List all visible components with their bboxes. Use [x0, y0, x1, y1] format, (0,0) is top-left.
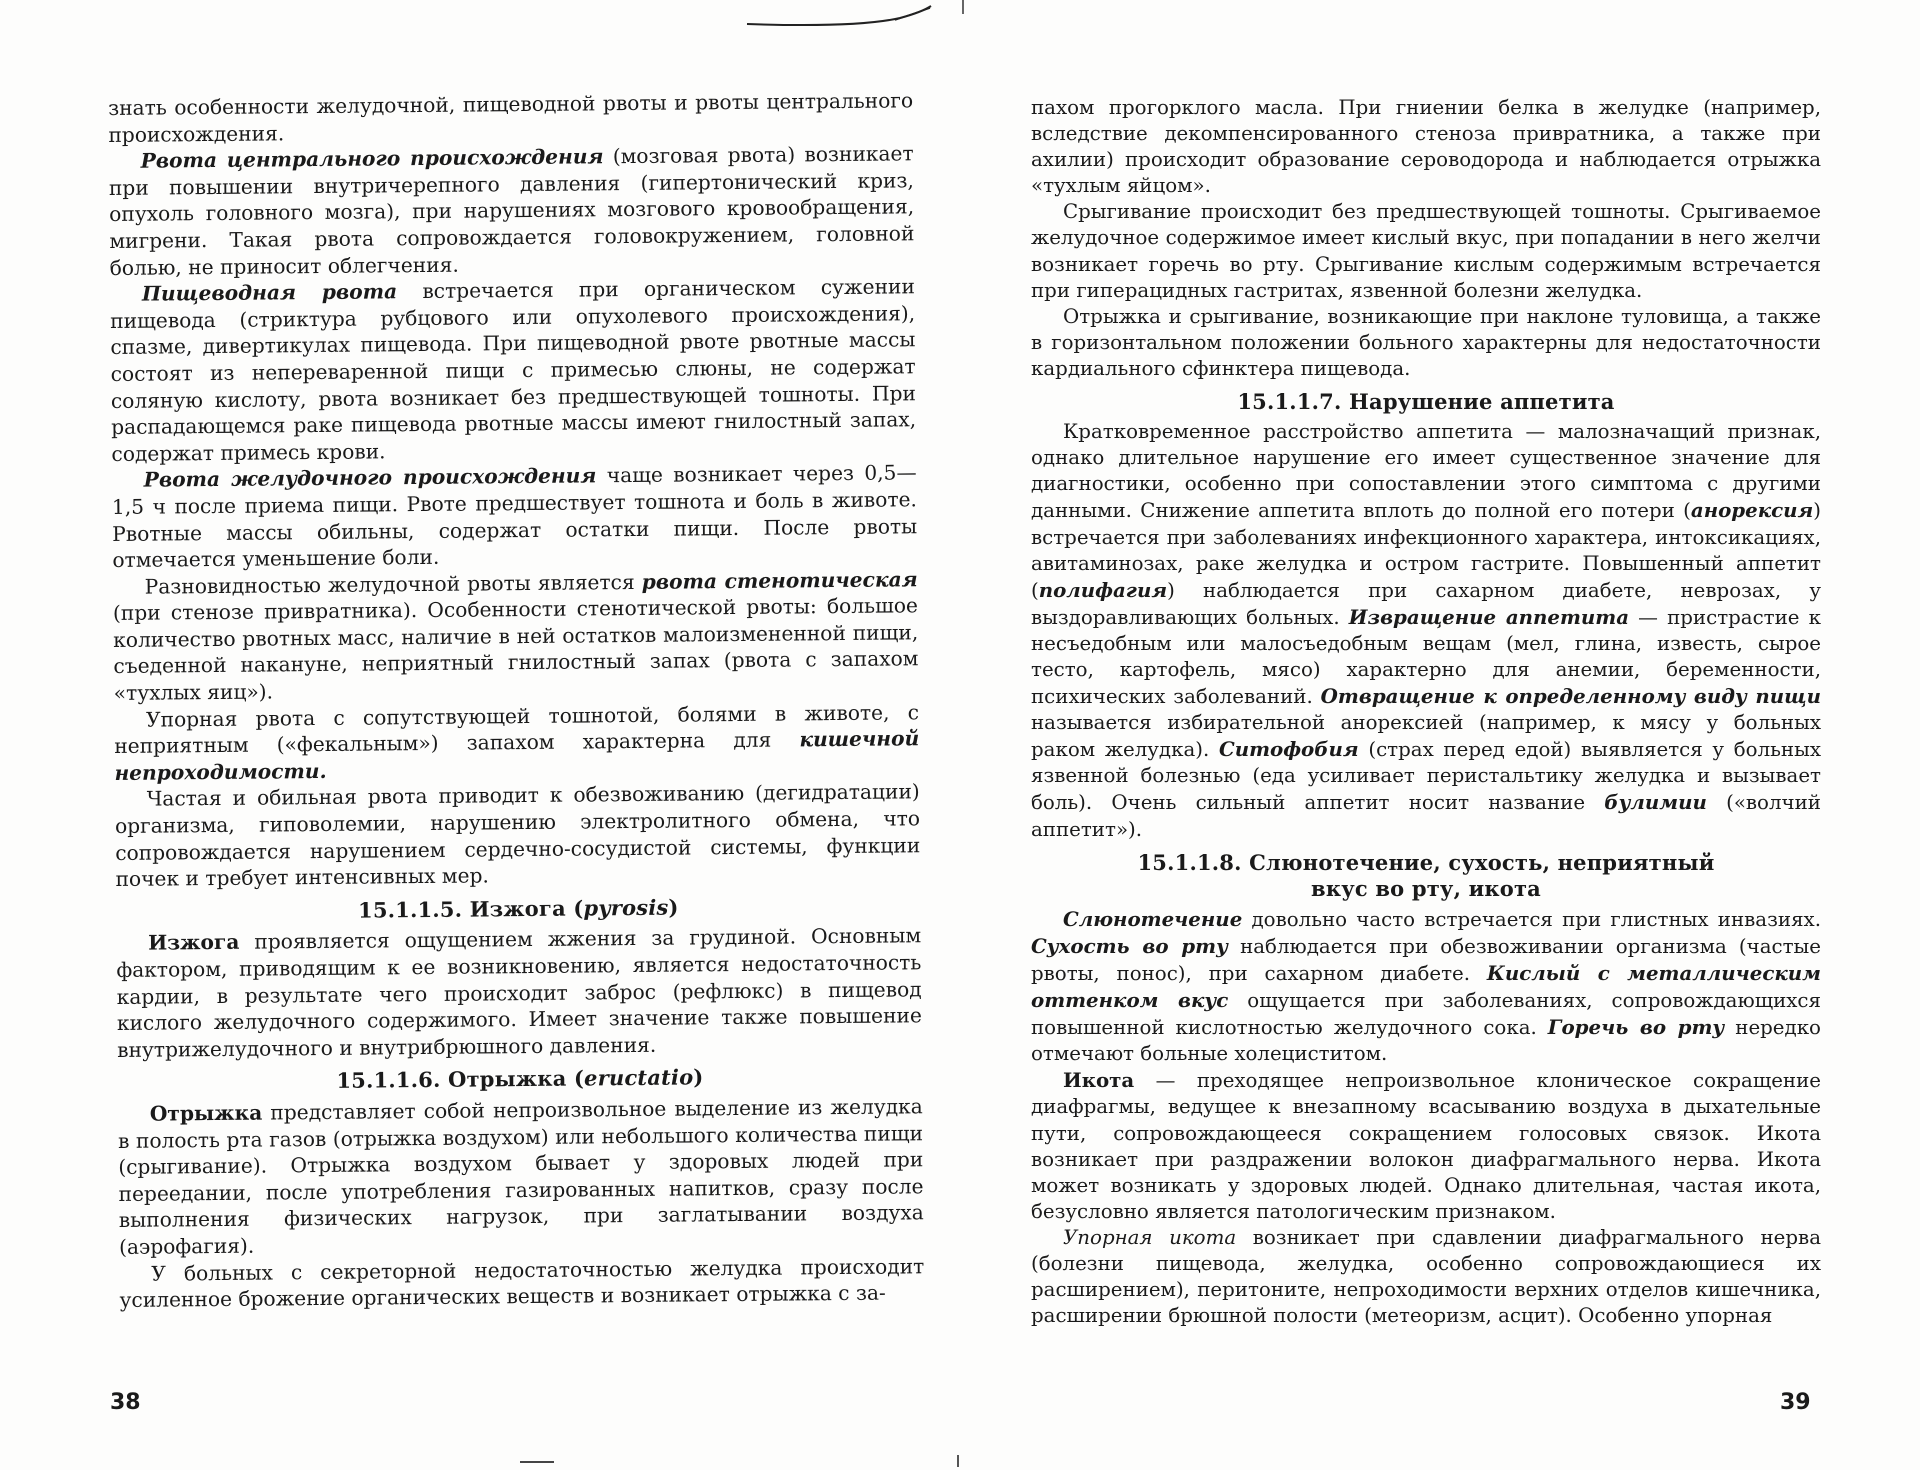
paragraph-text: Упорная рвота с сопутствующей тошнотой, болями в животе, с неприятным («фекальным») запахом характерна для — [114, 699, 920, 759]
term: Слюнотечение — [1063, 906, 1243, 931]
paragraph — [113, 566, 919, 707]
term: Кислый с металлическим оттенком вкус — [1031, 961, 1821, 1013]
right-text-column — [1031, 95, 1821, 1329]
term: Рвота центрального происхождения — [140, 144, 604, 173]
paragraph-text: У больных с секреторной недостаточностью желудка происходит усиленное брожение органических веществ и возникает отрыжка с за- — [119, 1253, 925, 1313]
term: Изжога — [148, 930, 240, 956]
term: Отрыжка — [149, 1100, 263, 1126]
page-number-right: 39 — [1780, 1390, 1811, 1415]
section-heading-saliva: 15.1.1.8. Слюнотечение, сухость, неприятный вкус во рту, икота — [1137, 849, 1715, 901]
right-page — [960, 0, 1920, 1470]
paragraph: Отрыжка и срыгивание, возникающие при наклоне туловища, а также в горизонтальном положении больного характерны для недостаточности кардиального сфинктера пищевода. — [1031, 304, 1821, 380]
paragraph: Кратковременное расстройство аппетита — малозначащий признак, однако длительное нарушение его имеет существенное значение для диагностики, особенно при сопоставлении этого симптома с другими данными. Снижение аппетита вплоть до полной его потери (анорексия) встречается при заболеваниях инфекционного характера, интоксикациях, авитаминозах, раке желудка и остром гастрите. Повышенный аппетит (полифагия) наблюдается при сахарном диабете, неврозах, у выздоравливающих больных. Извращение аппетита — пристрастие к несъедобным или малосъедобным вещам (мел, глина, известь, сырое тесто, картофель, мясо) характерно для анемии, беременности, психических заболеваний. Отвращение к определенному виду пищи называется избирательной анорексией (например, к мясу у больных раком желудка). Ситофобия (страх перед едой) выявляется у больных язвенной болезнью (еда усиливает перистальтику желудка и вызывает боль). Очень сильный аппетит носит название булимии («волчий аппетит»). — [1031, 420, 1822, 841]
paragraph — [114, 699, 920, 787]
section-heading-pyrosis: 15.1.1.5. Изжога (pyrosis) — [357, 894, 679, 923]
paragraph-text: представляет собой непроизвольное выделение из желудка в полость рта газов (отрыжка воздухом) или небольшого количества пищи (срыгивание). Отрыжка воздухом бывает у здоровых людей при переедании, после употребления газированных напитков, сразу после выполнения физических нагрузок, при заглатывании воздуха (аэрофагия). — [117, 1094, 924, 1259]
page-number-left: 38 — [110, 1390, 141, 1415]
paragraph — [115, 779, 921, 893]
paragraph — [110, 273, 917, 467]
section-heading-appetite: 15.1.1.7. Нарушение аппетита — [1237, 389, 1615, 415]
paragraph: Икота — преходящее непроизвольное клоническое сокращение диафрагмы, ведущее к внезапному всасыванию воздуха в дыхательные пути, сопровождающееся сокращением голосовых связок. Икота возникает при раздражении волокон диафрагмального нерва. Икота может возникать у здоровых людей. Однако длительная, частая икота, безусловно является патологическим признаком. — [1031, 1068, 1821, 1223]
paragraph — [118, 1093, 924, 1260]
paragraph: Срыгивание происходит без предшествующей тошноты. Срыгиваемое желудочное содержимое имеет кислый вкус, при попадании в него желчи возникает горечь во рту. Срыгивание кислым содержимым встречается при гиперацидных гастритах, язвенной болезни желудка. — [1031, 200, 1821, 302]
paragraph: пахом прогорклого масла. При гниении белка в желудке (например, вследствие декомпенсированного стеноза привратника, а также при ахилии) происходит образование сероводорода и наблюдается отрыжка «тухлым яйцом». — [1031, 96, 1821, 198]
paragraph-text: (при стенозе привратника). Особенности стенотической рвоты: большое количество рвотных масс, наличие в ней остатков малоизмененной пищи, съеденной накануне, неприятный гнилостный запах (рвота с запахом «тухлых яиц»). — [112, 593, 919, 706]
term: Ситофобия — [1218, 737, 1359, 762]
paragraph-text: Разновидностью желудочной рвоты является — [144, 569, 642, 599]
paragraph — [119, 1253, 924, 1314]
paragraph — [112, 460, 918, 574]
term: Пищеводная рвота — [141, 279, 398, 306]
paragraph-text: встречается при органическом сужении пищевода (стриктура рубцового или опухолевого происхождения), спазме, дивертикулах пищевода. При пищеводной рвоте рвотные массы состоят из непереваренной пищи с примесью слюны, не содержат соляную кислоту, рвота возникает без предшествующей тошноты. При распадающемся раке пищевода рвотные массы имеют гнилостный запах, содержат примесь крови. — [110, 274, 917, 466]
paragraph: Слюнотечение довольно часто встречается при глистных инвазиях. Сухость во рту наблюдается при обезвоживании организма (частые рвоты, понос), при сахарном диабете. Кислый с металлическим оттенком вкус ощущается при заболеваниях, сопровождающихся повышенной кислотностью желудочного сока. Горечь во рту нередко отмечают больные холециститом. — [1031, 906, 1821, 1066]
term: Сухость во рту — [1031, 933, 1228, 958]
paragraph-text: знать особенности желудочной, пищеводной рвоты и рвоты центрального происхождения. — [108, 88, 914, 147]
paragraph — [109, 140, 915, 281]
term: Извращение аппетита — [1348, 604, 1630, 629]
paragraph: Упорная икота возникает при сдавлении диафрагмального нерва (болезни пищевода, желудка, особенно сопровождающиеся их расширением), перитоните, непроходимости верхних отделов кишечника, расширении брюшной полости (метеоризм, асцит). Особенно упорная — [1031, 1225, 1821, 1328]
term: Горечь во рту — [1547, 1015, 1725, 1040]
term: Икота — [1063, 1068, 1135, 1093]
paragraph — [108, 87, 913, 148]
term: кишечной непроходимости. — [114, 726, 920, 785]
paragraph-text: проявляется ощущением жжения за грудиной. Основным фактором, приводящим к ее возникновению, является недостаточность кардии, в результате чего происходит заброс (рефлюкс) в пищевод кислого желудочного содержимого. Имеет значение также повышение внутрижелудочного и внутрибрюшного давления. — [116, 923, 922, 1062]
term: полифагия — [1038, 577, 1168, 602]
term: анорексия — [1690, 498, 1814, 523]
term: булимии — [1604, 790, 1707, 815]
paragraph-text: (мозговая рвота) возникает при повышении внутричерепного давления (гипертонический криз, опухоль головного мозга), при нарушениях мозгового кровообращения, мигрени. Такая рвота сопровождается головокружением, головной болью, не приносит облегчения. — [108, 141, 915, 280]
paragraph-text: Частая и обильная рвота приводит к обезвоживанию (дегидратации) организма, гиповолемии, нарушению электролитного обмена, что сопровождается нарушением сердечно-сосудистой системы, функции почек и требует интенсивных мер. — [114, 779, 921, 892]
section-heading-eructatio: 15.1.1.6. Отрыжка (eructatio) — [336, 1064, 704, 1094]
paragraph — [116, 923, 922, 1064]
term: рвота стенотическая — [641, 566, 918, 594]
left-text-column — [108, 87, 925, 1313]
term: Упорная икота — [1063, 1225, 1237, 1249]
term: Отвращение к определенному виду пищи — [1320, 684, 1822, 709]
term: Рвота желудочного происхождения — [143, 463, 597, 492]
paragraph-text: чаще возникает через 0,5—1,5 ч после приема пищи. Рвоте предшествует тошнота и боль в животе. Рвотные массы обильны, содержат остатки пищи. После рвоты отмечается уменьшение боли. — [111, 460, 918, 573]
